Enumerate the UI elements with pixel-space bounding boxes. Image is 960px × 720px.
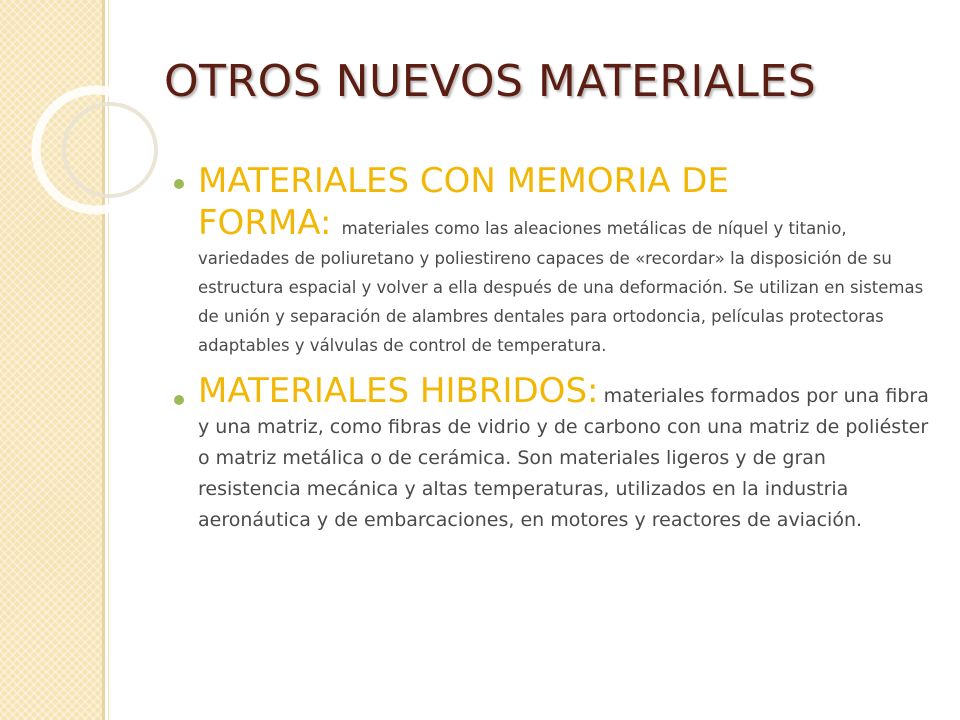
slide-title: OTROS NUEVOS MATERIALES [164, 56, 817, 107]
bullet-icon [174, 395, 184, 405]
list-item [166, 370, 934, 536]
list-item-text [198, 160, 934, 360]
item-heading: MATERIALES CON MEMORIA DE FORMA: [198, 161, 729, 243]
decorative-ring-small [64, 104, 156, 196]
item-description: materiales formados por una fibra y una matriz, como fibras de vidrio y de carbono con una matriz de poliéster o matriz metálica o de cerámica. Son materiales ligeros y de gran resistencia mecánica y altas temperaturas, utilizados en la industria aeronáutica y de embarcaciones, en motores y reactores de aviación. [198, 385, 929, 531]
bullet-list [166, 160, 934, 546]
item-heading: MATERIALES HIBRIDOS: [198, 371, 599, 411]
item-description: materiales como las aleaciones metálicas de níquel y titanio, variedades de poliuretano y poliestireno capaces de «recordar» la disposición de su estructura espacial y volver a ella después de una deformación. Se utilizan en sistemas de unión y separación de alambres dentales para ortodoncia, películas protectoras adaptables y válvulas de control de temperatura. [198, 219, 924, 355]
list-item [166, 160, 934, 360]
list-item-text [198, 370, 934, 536]
bullet-icon [174, 179, 184, 189]
